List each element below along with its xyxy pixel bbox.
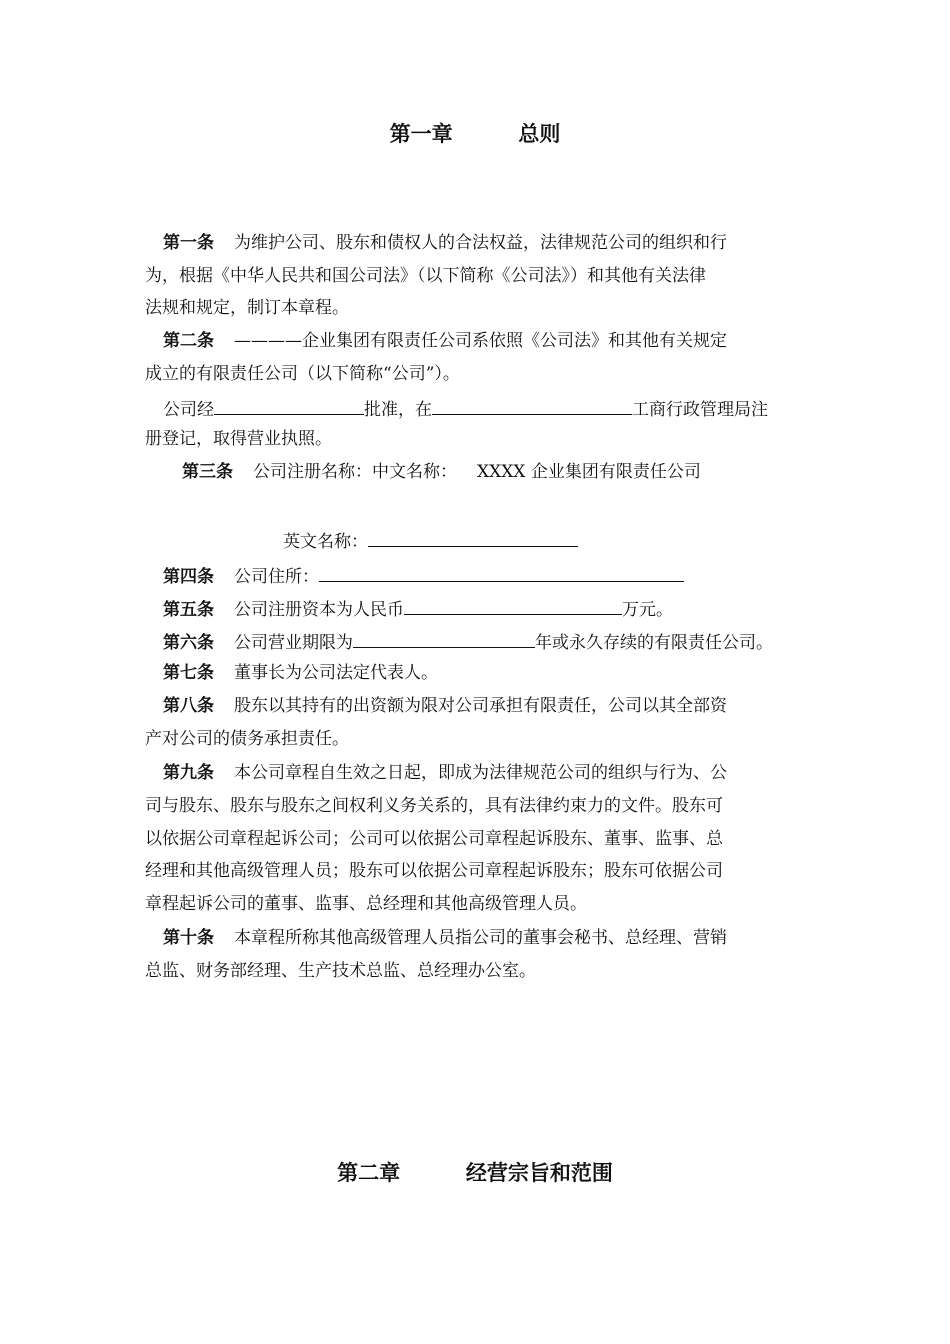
chapter-2-heading bbox=[0, 1157, 950, 1187]
article-text: 本章程所称其他高级管理人员指公司的董事会秘书、总经理、营销 bbox=[234, 928, 727, 948]
article-9-line-5: 章程起诉公司的董事、监事、总经理和其他高级管理人员。 bbox=[145, 894, 587, 914]
article-2-line-2: 成立的有限责任公司（以下简称“公司”）。 bbox=[145, 364, 460, 384]
article-1-line-3: 法规和规定，制订本章程。 bbox=[145, 298, 349, 318]
article-9-line-4: 经理和其他高级管理人员；股东可以依据公司章程起诉股东；股东可依据公司 bbox=[145, 861, 723, 881]
article-4 bbox=[163, 563, 684, 588]
chapter-number: 第二章 bbox=[337, 1161, 401, 1185]
article-text: 股东以其持有的出资额为限对公司承担有限责任，公司以其全部资 bbox=[234, 696, 727, 716]
chapter-number: 第一章 bbox=[389, 122, 453, 146]
article-9-line-3: 以依据公司章程起诉公司；公司可以依据公司章程起诉股东、董事、监事、总 bbox=[145, 829, 723, 849]
article-text: 本公司章程自生效之日起，即成为法律规范公司的组织与行为、公 bbox=[234, 763, 727, 783]
article-9 bbox=[163, 762, 727, 784]
english-name-label: 英文名称： bbox=[283, 532, 368, 552]
article-label: 第三条 bbox=[182, 462, 233, 482]
operating-term-blank[interactable] bbox=[353, 629, 535, 648]
article-label: 第十条 bbox=[163, 928, 214, 948]
chapter-1-heading bbox=[0, 118, 950, 148]
approval-authority-blank[interactable] bbox=[214, 396, 364, 415]
bureau-text: 工商行政管理局注 bbox=[632, 400, 768, 420]
article-label: 第四条 bbox=[163, 567, 214, 587]
registration-text: 批准，在 bbox=[364, 400, 432, 420]
registered-capital-blank[interactable] bbox=[404, 596, 622, 615]
chapter-title: 总则 bbox=[518, 122, 561, 146]
article-3 bbox=[182, 461, 701, 483]
article-8 bbox=[163, 695, 727, 717]
article-10 bbox=[163, 927, 727, 949]
article-text: 公司营业期限为 bbox=[234, 633, 353, 653]
article-7 bbox=[163, 662, 438, 684]
article-2-line-4: 册登记，取得营业执照。 bbox=[145, 429, 332, 449]
article-suffix: 万元。 bbox=[622, 600, 673, 620]
article-text: 公司住所： bbox=[234, 567, 319, 587]
article-text: 公司注册名称：中文名称： bbox=[253, 462, 457, 482]
chapter-title: 经营宗旨和范围 bbox=[465, 1161, 613, 1185]
article-label: 第七条 bbox=[163, 663, 214, 683]
article-1 bbox=[163, 232, 727, 254]
article-label: 第五条 bbox=[163, 600, 214, 620]
article-5 bbox=[163, 596, 673, 621]
article-10-line-2: 总监、财务部经理、生产技术总监、总经理办公室。 bbox=[145, 961, 536, 981]
article-label: 第九条 bbox=[163, 763, 214, 783]
article-1-line-2: 为，根据《中华人民共和国公司法》（以下简称《公司法》）和其他有关法律 bbox=[145, 266, 706, 286]
registration-office-blank[interactable] bbox=[432, 396, 632, 415]
english-name-blank[interactable] bbox=[368, 528, 578, 547]
article-text: 公司注册资本为人民币 bbox=[234, 600, 404, 620]
article-3-english-name bbox=[283, 528, 578, 553]
address-blank[interactable] bbox=[319, 563, 684, 582]
article-text: 董事长为公司法定代表人。 bbox=[234, 663, 438, 683]
approval-text: 公司经 bbox=[163, 400, 214, 420]
article-label: 第六条 bbox=[163, 633, 214, 653]
article-suffix: 年或永久存续的有限责任公司。 bbox=[535, 633, 773, 653]
article-label: 第二条 bbox=[163, 331, 214, 351]
article-text: 为维护公司、股东和债权人的合法权益，法律规范公司的组织和行 bbox=[234, 233, 727, 253]
article-9-line-2: 司与股东、股东与股东之间权利义务关系的，具有法律约束力的文件。股东可 bbox=[145, 796, 723, 816]
chinese-company-name: XXXX 企业集团有限责任公司 bbox=[477, 462, 701, 482]
article-label: 第一条 bbox=[163, 233, 214, 253]
article-6 bbox=[163, 629, 773, 654]
article-2 bbox=[163, 330, 727, 352]
article-8-line-2: 产对公司的债务承担责任。 bbox=[145, 729, 349, 749]
article-label: 第八条 bbox=[163, 696, 214, 716]
article-2-approval-line bbox=[163, 396, 768, 421]
article-text: ————企业集团有限责任公司系依照《公司法》和其他有关规定 bbox=[234, 331, 727, 351]
